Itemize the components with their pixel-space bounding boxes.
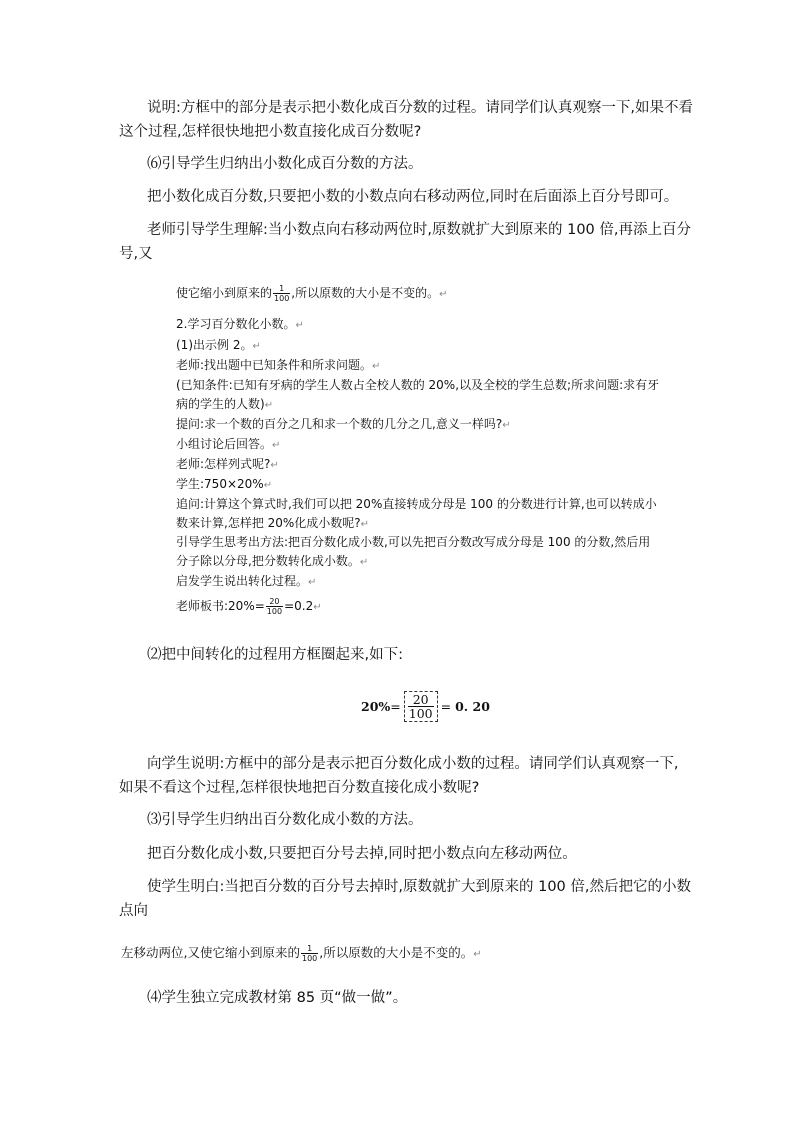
- return-mark-icon: ↵: [270, 460, 279, 471]
- return-mark-icon: ↵: [502, 420, 511, 431]
- paragraph-3: 把小数化成百分数,只要把小数的小数点向右移动两位,同时在后面添上百分号即可。: [147, 189, 679, 205]
- fraction-1-100: $\frac{1}{100}$: [274, 284, 290, 303]
- paragraph-7: ⑶引导学生归纳出百分数化成小数的方法。: [147, 812, 423, 828]
- formula-denominator: 100: [408, 705, 433, 721]
- inset-line-1: 使它缩小到原来的 $\frac{1}{100}$ ,所以原数的大小是不变的。↵: [176, 284, 448, 303]
- paragraph-1-line-1: 说明:方框中的部分是表示把小数化成百分数的过程。请同学们认真观察一下,如果不看: [147, 100, 693, 116]
- return-mark-icon: ↵: [359, 557, 369, 568]
- paragraph-9-line-1: 使学生明白:当把百分数的百分号去掉时,原数就扩大到原来的 100 倍,然后把它的小数: [147, 879, 691, 895]
- return-mark-icon: ↵: [473, 949, 482, 960]
- inset-line-11a: 引导学生思考出方法:把百分数化成小数,可以先把百分数改写成分母是 100 的分数,然后用: [176, 535, 651, 549]
- formula-lhs: 20%: [361, 698, 391, 714]
- inset-line-12: 启发学生说出转化过程。↵: [176, 574, 317, 588]
- boxed-conversion-formula: [361, 690, 490, 722]
- return-mark-icon: ↵: [360, 519, 370, 530]
- inset-line-7: 小组讨论后回答。↵: [176, 437, 281, 451]
- inset-line-4: 老师:找出题中已知条件和所求问题。↵: [176, 358, 381, 372]
- paragraph-2: ⑹引导学生归纳出小数化成百分数的方法。: [147, 156, 423, 172]
- fraction-1-100: $\frac{1}{100}$: [301, 944, 318, 963]
- formula-numerator: 20: [408, 693, 434, 707]
- inset-line-10a: 追问:计算这个算式时,我们可以把 20%直接转成分母是 100 的分数进行计算,也可以转成小: [176, 497, 657, 511]
- return-mark-icon: ↵: [263, 480, 273, 491]
- inset-line-2: 2.学习百分数化小数。↵: [176, 317, 304, 331]
- dashed-box-fraction: [404, 691, 438, 722]
- inset-line-10b: 数来计算,怎样把 20%化成小数呢?↵: [176, 516, 370, 530]
- return-mark-icon: ↵: [439, 289, 448, 300]
- inset-line-5b: 病的学生的人数)↵: [176, 397, 274, 411]
- paragraph-10: 左移动两位,又使它缩小到原来的 $\frac{1}{100}$ ,所以原数的大小是不变的。↵: [121, 944, 482, 963]
- fraction-20-100: $\frac{20}{100}$: [266, 597, 283, 616]
- inset-line-6: 提问:求一个数的百分之几和求一个数的几分之几,意义一样吗?↵: [176, 417, 511, 431]
- inset-line-8: 老师:怎样列式呢?↵: [176, 457, 279, 471]
- inset-line-5a: (已知条件:已知有牙病的学生人数占全校人数的 20%,以及全校的学生总数;所求问题:求有牙: [176, 378, 660, 392]
- paragraph-6-line-2: 如果不看这个过程,怎样很快地把百分数直接化成小数呢?: [119, 780, 480, 796]
- inset-line-11b: 分子除以分母,把分数转化成小数。↵: [176, 554, 369, 568]
- paragraph-5: ⑵把中间转化的过程用方框圈起来,如下:: [147, 647, 403, 663]
- formula-equals-2: =: [440, 698, 452, 714]
- paragraph-9-line-2: 点向: [119, 903, 148, 919]
- paragraph-6-line-1: 向学生说明:方框中的部分是表示把百分数化成小数的过程。请同学们认真观察一下,: [147, 756, 679, 772]
- paragraph-11: ⑷学生独立完成教材第 85 页“做一做”。: [147, 990, 408, 1006]
- return-mark-icon: ↵: [272, 440, 281, 451]
- paragraph-4-line-2: 号,又: [119, 246, 153, 262]
- return-mark-icon: ↵: [308, 577, 317, 588]
- return-mark-icon: ↵: [252, 341, 261, 352]
- paragraph-8: 把百分数化成小数,只要把百分号去掉,同时把小数点向左移动两位。: [147, 846, 577, 862]
- return-mark-icon: ↵: [313, 602, 322, 613]
- inset-line-3: (1)出示例 2。↵: [176, 338, 261, 352]
- inset-line-9: 学生:750×20%↵: [176, 477, 273, 491]
- formula-rhs: 0. 20: [455, 698, 490, 714]
- return-mark-icon: ↵: [372, 361, 381, 372]
- return-mark-icon: ↵: [295, 320, 304, 331]
- paragraph-1-line-2: 这个过程,怎样很快地把小数直接化成百分数呢?: [119, 124, 422, 140]
- return-mark-icon: ↵: [264, 400, 274, 411]
- inset-line-13: 老师板书:20%= $\frac{20}{100}$ =0.2↵: [176, 597, 322, 616]
- formula-equals-1: =: [390, 698, 401, 714]
- paragraph-4-line-1: 老师引导学生理解:当小数点向右移动两位时,原数就扩大到原来的 100 倍,再添上百分: [147, 222, 691, 238]
